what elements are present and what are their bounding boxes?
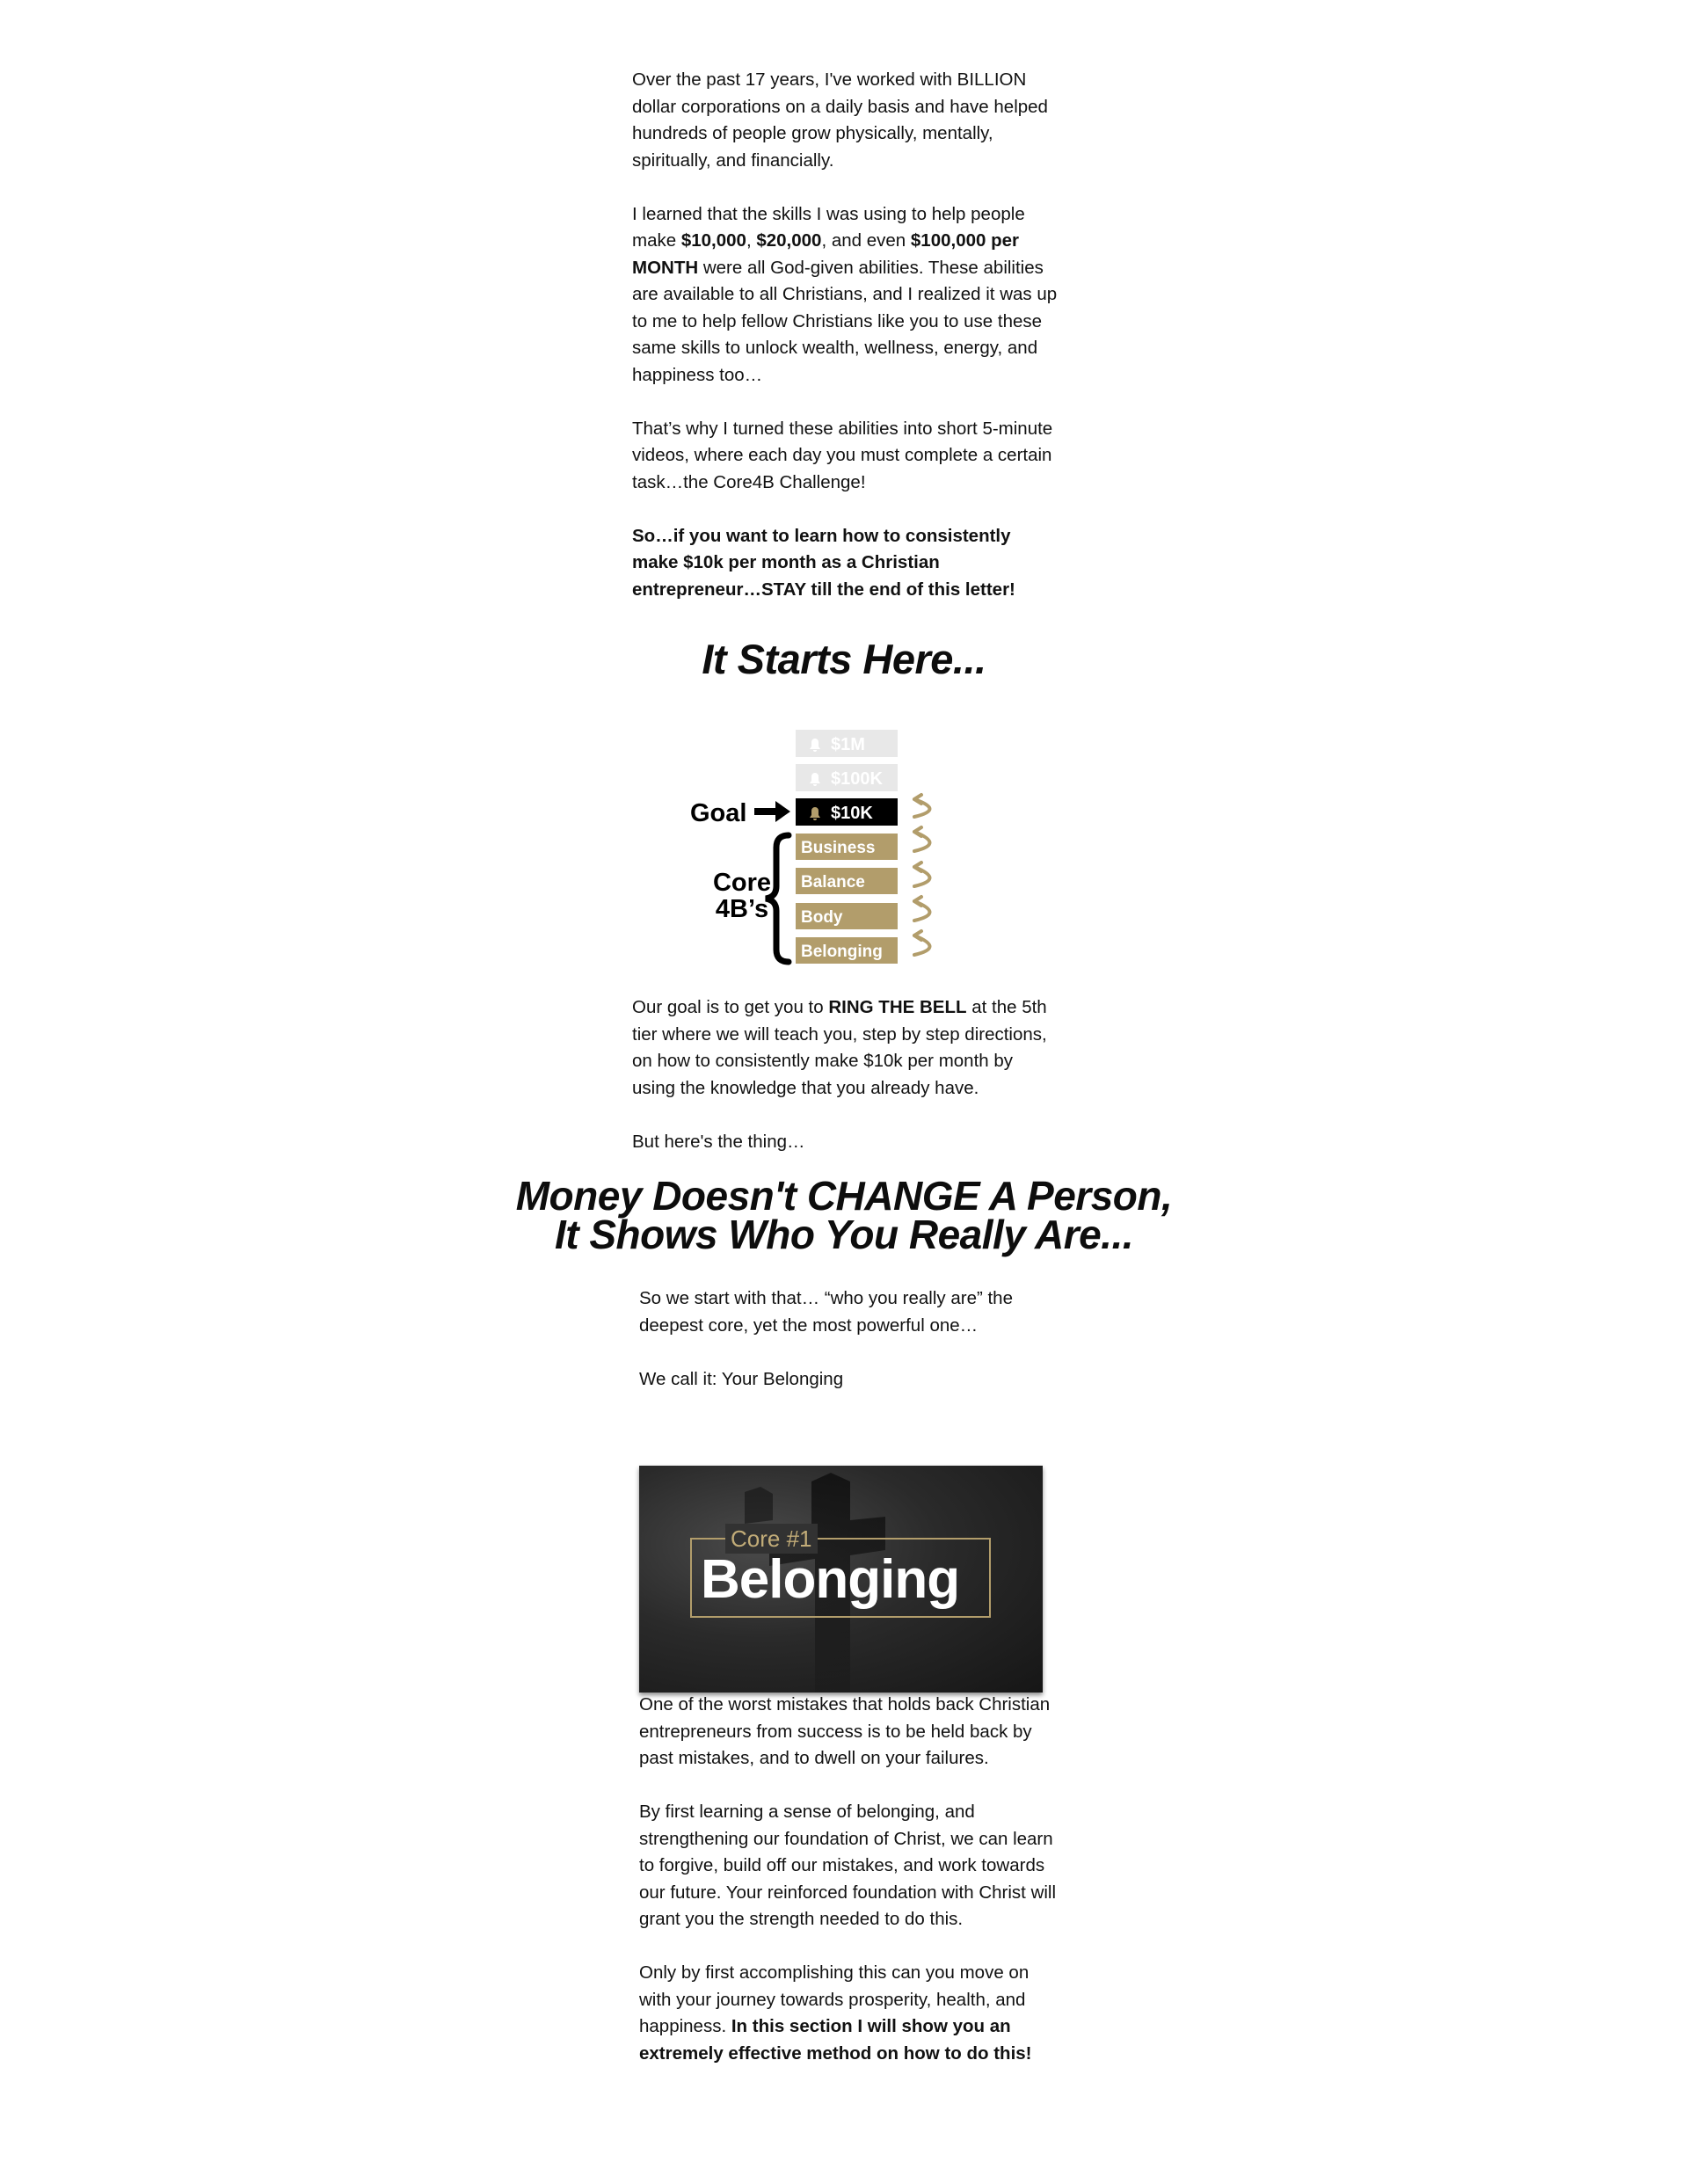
belonging-paragraph-2: By first learning a sense of belonging, and strengthening our foundation of Christ, we can learn to forgive, build off our mistakes, and work towards our future. Your reinforced foundation with Christ will grant you the strength needed to do this. [639,1802,1057,1929]
core-4bs-label: 4B’s [715,895,769,923]
core-paragraph-2: We call it: Your Belonging [639,1368,844,1389]
tier-1m [796,730,898,757]
core-label: Core [712,869,772,897]
intro-paragraph-2 [632,201,1059,389]
intro-cta-bold: So…if you want to learn how to consistently make $10k per month as a Christian entrepreneur…STAY till the end of this letter! [632,525,1015,600]
heading-money-line-1: Money Doesn't CHANGE A Person, [515,1173,1173,1219]
tier-business [796,834,898,860]
tier-10k-label: $10K [831,804,873,823]
intro-section [632,67,1059,603]
card-belonging-title: Belonging [701,1549,960,1610]
belonging-p3-text-a: Only by first accomplishing this can you move on with your journey towards prosperity, health, and happiness. [639,1962,1030,2036]
amount-100000: $100,000 per MONTH [632,230,1020,278]
tier-business-label: Business [801,839,876,857]
tier-1m-label: $1M [831,735,865,754]
tier-balance-label: Balance [801,873,865,892]
tier-10k [796,798,898,826]
intro-p2-text-a: I learned that the skills I was using to help people make [632,203,1025,251]
climb-arrows-icon [914,795,930,955]
goal-paragraph-1 [632,994,1059,1102]
goal-p1-text-c: at the 5th tier where we will teach you, step by step directions, on how to consistently make $10k per month by using the knowledge that you already have. [632,997,1047,1098]
core-1-belonging-image [639,1466,1043,1693]
tier-balance [796,868,898,894]
amount-20000: $20,000 [756,230,822,251]
curly-brace-icon [766,835,789,962]
intro-p2-text-c: , [746,230,757,251]
belonging-p3-bold: In this section I will show you an extremely effective method on how to do this! [639,2016,1032,2064]
heading-money-line-2: It Shows Who You Really Are... [554,1212,1134,1257]
goal-section [632,994,1059,1155]
amount-10000: $10,000 [680,230,746,251]
core-paragraph-1: So we start with that… “who you really are” the deepest core, yet the most powerful one… [639,1288,1013,1336]
belonging-paragraph-1: One of the worst mistakes that holds back Christian entrepreneurs from success is to be held back by past mistakes, and to dwell on your failures. [639,1694,1051,1768]
goal-arrow-icon [754,801,790,822]
belonging-section [639,1692,1061,2067]
belonging-paragraph-3 [639,1960,1061,2067]
intro-paragraph-4 [632,523,1059,604]
card-core-number: Core #1 [725,1524,818,1554]
intro-paragraph-3: That’s why I turned these abilities into short 5-minute videos, where each day you must complete a certain task…the Core4B Challenge! [632,418,1053,492]
tier-100k [796,764,898,791]
intro-paragraph-1: Over the past 17 years, I've worked with BILLION dollar corporations on a daily basis and have helped hundreds of people grow physically, mentally, spiritually, and financially. [632,69,1048,171]
tier-body [796,903,898,929]
tier-body-label: Body [801,908,843,927]
tier-belonging-label: Belonging [801,943,883,961]
intro-p2-text-e: were all God-given abilities. These abilities are available to all Christians, and I realized it was up to me to help fellow Christians like you to use these same skills to unlock wealth, wellness, energy, and happiness too… [632,257,1058,385]
goal-paragraph-2: But here's the thing… [632,1131,805,1152]
ring-the-bell-bold: RING THE BELL [828,997,967,1017]
intro-p2-text-d: , and even [821,230,911,251]
goal-p1-text-a: Our goal is to get you to [632,997,829,1017]
heading-money-doesnt-change [0,1173,1688,1257]
goal-label: Goal [690,799,747,827]
core-4b-tier-diagram [686,723,967,969]
tier-100k-label: $100K [831,769,883,789]
tier-belonging [796,937,898,964]
heading-it-starts-here: It Starts Here... [702,636,986,682]
core-section [639,1285,1052,1393]
